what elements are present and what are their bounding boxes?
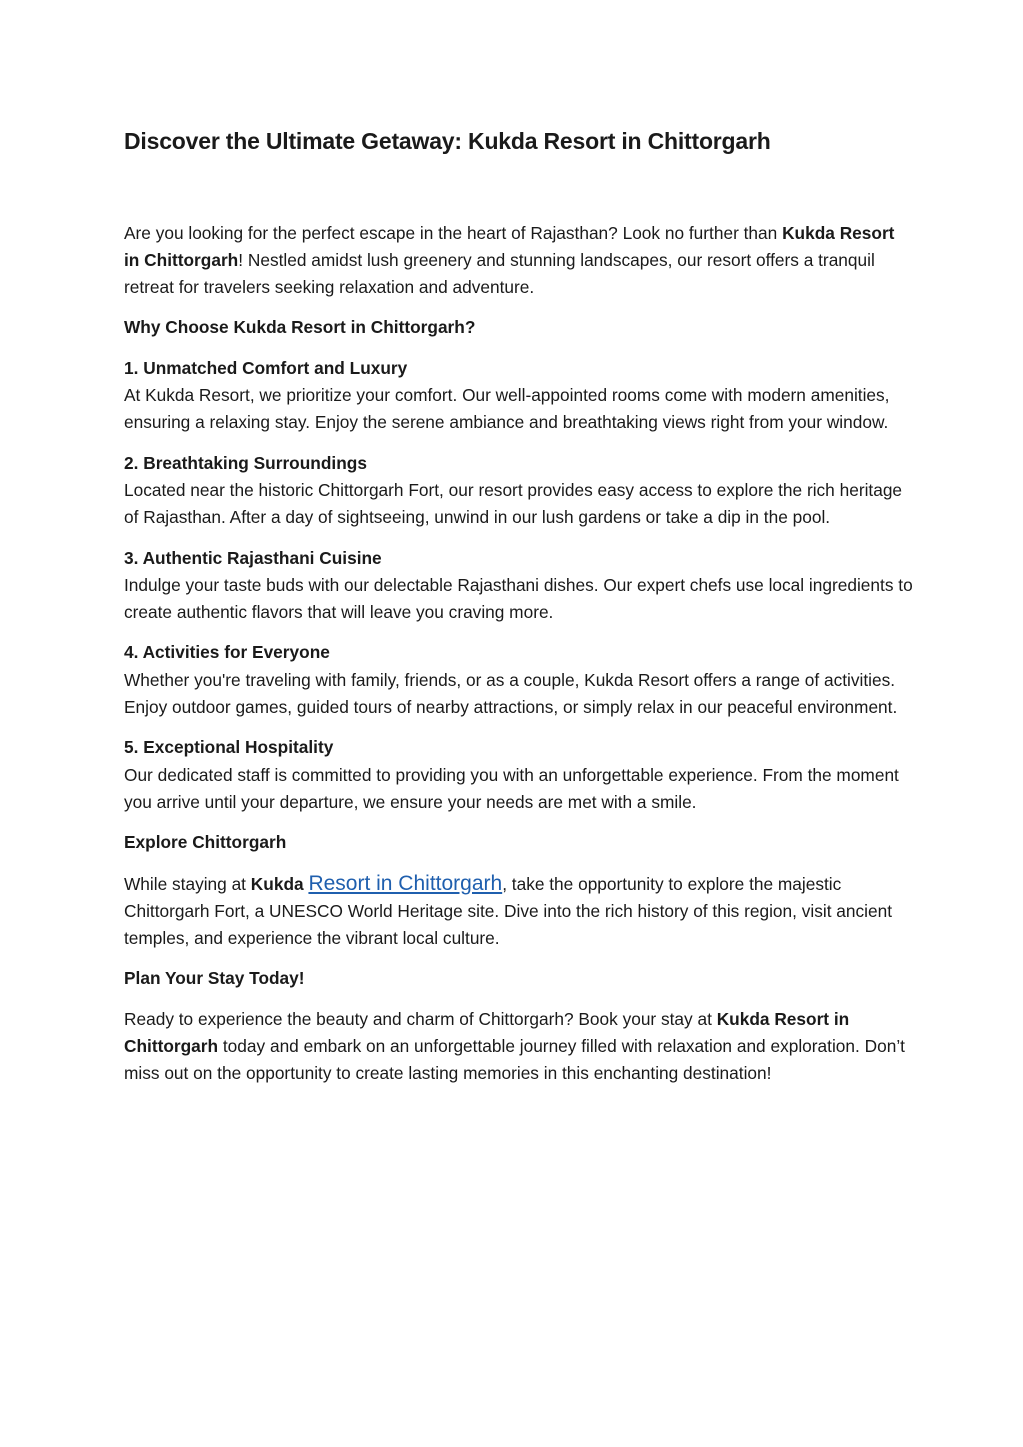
feature-text: At Kukda Resort, we prioritize your comfort. Our well-appointed rooms come with modern amenities, ensuring a relaxing stay. Enjoy the serene ambiance and breathtaking views right from your window. [124, 385, 890, 433]
resort-in-chittorgarh-link[interactable]: Resort in Chittorgarh [308, 871, 503, 895]
feature-item-activities [124, 639, 914, 721]
feature-item-hospitality [124, 734, 914, 816]
feature-text: Located near the historic Chittorgarh Fort, our resort provides easy access to explore the rich heritage of Rajasthan. After a day of sightseeing, unwind in our lush gardens or take a dip in the pool. [124, 479, 903, 528]
feature-item-comfort [124, 355, 914, 437]
explore-paragraph [124, 870, 914, 953]
feature-title: 1. Unmatched Comfort and Luxury [124, 357, 408, 378]
why-choose-heading: Why Choose Kukda Resort in Chittorgarh? [124, 317, 476, 338]
feature-title: 2. Breathtaking Surroundings [124, 452, 367, 473]
intro-text-before: Are you looking for the perfect escape in the heart of Rajasthan? Look no further than [124, 222, 783, 243]
feature-title: 3. Authentic Rajasthani Cuisine [124, 547, 382, 568]
intro-bold-resort-name: Kukda Resort in Chittorgarh [124, 222, 895, 270]
plan-bold-resort-name: Kukda Resort in Chittorgarh [124, 1008, 850, 1057]
feature-title: 5. Exceptional Hospitality [124, 737, 334, 758]
feature-title: 4. Activities for Everyone [124, 642, 330, 663]
document-page [124, 118, 914, 1088]
explore-text-after: , take the opportunity to explore the majestic Chittorgarh Fort, a UNESCO World Heritage site. Dive into the rich history of this region, visit ancient temples, and experience the vibrant local culture. [124, 873, 893, 949]
intro-text-after: ! Nestled amidst lush greenery and stunning landscapes, our resort offers a tranquil retreat for travelers seeking relaxation and adventure. [124, 249, 875, 298]
explore-bold-kukda: Kukda [250, 873, 304, 894]
feature-item-cuisine [124, 545, 914, 627]
plan-text-after: today and embark on an unforgettable journey filled with relaxation and exploration. Don’t miss out on the opportunity to create lasting memories in this enchanting destination! [124, 1036, 905, 1084]
feature-item-surroundings [124, 450, 914, 532]
plan-text-before: Ready to experience the beauty and charm of Chittorgarh? Book your stay at [124, 1008, 717, 1029]
intro-paragraph [124, 220, 914, 302]
explore-text-before: While staying at [124, 873, 251, 894]
plan-heading: Plan Your Stay Today! [124, 968, 305, 989]
document-title: Discover the Ultimate Getaway: Kukda Resort in Chittorgarh [124, 128, 771, 154]
feature-text: Indulge your taste buds with our delectable Rajasthani dishes. Our expert chefs use local ingredients to create authentic flavors that will leave you craving more. [124, 574, 913, 623]
plan-paragraph [124, 1006, 914, 1088]
feature-text: Whether you're traveling with family, friends, or as a couple, Kukda Resort offers a range of activities. Enjoy outdoor games, guided tours of nearby attractions, or simply relax in our peaceful environment. [124, 669, 898, 718]
feature-text: Our dedicated staff is committed to providing you with an unforgettable experience. From the moment you arrive until your departure, we ensure your needs are met with a smile. [124, 764, 899, 812]
explore-heading: Explore Chittorgarh [124, 832, 287, 853]
